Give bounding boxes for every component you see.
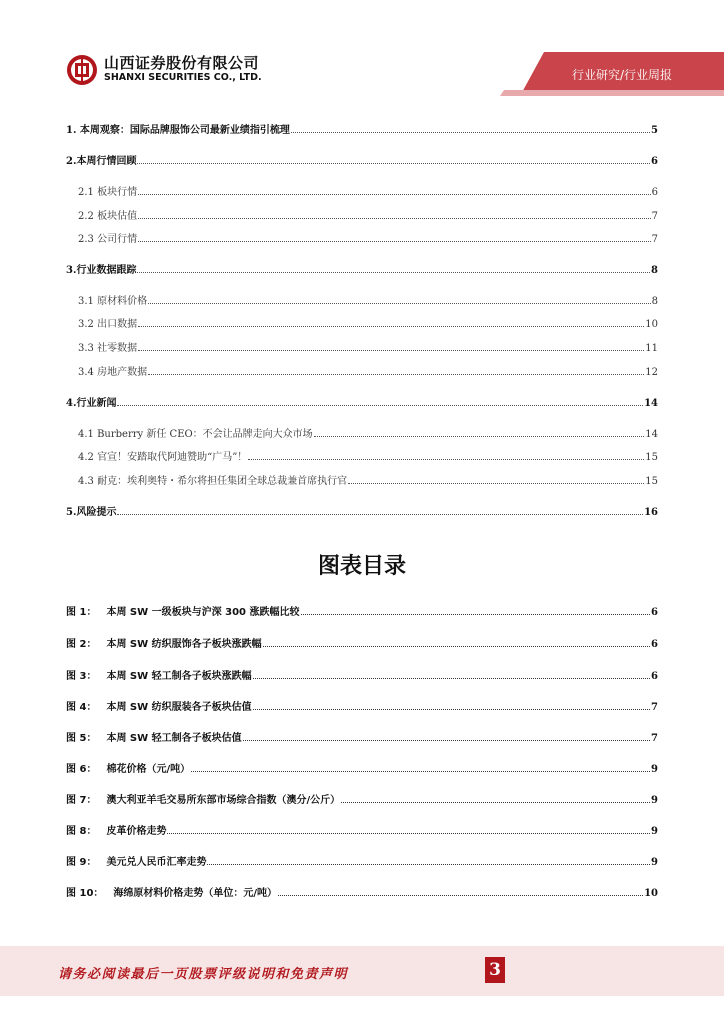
toc-leader-dots — [148, 365, 644, 375]
figure-label: 图 7： — [66, 795, 97, 806]
chart-list-entry[interactable] — [66, 637, 658, 652]
toc-entry-page: 16 — [644, 507, 658, 518]
figure-title: 本周 SW 纺织服饰各子板块涨跌幅 — [106, 639, 262, 650]
figure-title: 棉花价格（元/吨） — [106, 764, 191, 775]
toc-entry-title: 2.1 板块行情 — [78, 187, 138, 198]
toc-entry[interactable] — [78, 294, 658, 309]
figure-label: 图 10： — [66, 888, 104, 899]
toc-entry-title: 4.3 耐克：埃利奥特・希尔将担任集团全球总裁兼首席执行官 — [78, 476, 348, 487]
toc-entry-page: 15 — [645, 452, 658, 463]
toc-entry-page: 11 — [645, 343, 658, 354]
figure-label: 图 1： — [66, 607, 97, 618]
toc-entry-title: 2.本周行情回顾 — [66, 156, 137, 167]
toc-entry-page: 7 — [651, 234, 658, 245]
toc-entry-title: 5.风险提示 — [66, 507, 117, 518]
figure-label: 图 4： — [66, 702, 97, 713]
toc-entry[interactable] — [66, 263, 658, 278]
chart-list-entry[interactable] — [66, 793, 658, 808]
toc-leader-dots — [138, 317, 644, 327]
toc-entry-title: 4.2 官宣！安踏取代阿迪赞助“广马”！ — [78, 452, 248, 463]
toc-entry-page: 12 — [645, 367, 658, 378]
figure-title: 美元兑人民币汇率走势 — [106, 857, 207, 868]
toc-entry-title: 2.2 板块估值 — [78, 211, 138, 222]
toc-entry-page: 8 — [651, 265, 658, 276]
chart-list-entry[interactable] — [66, 886, 658, 901]
page-footer — [0, 946, 724, 996]
toc-entry[interactable] — [66, 123, 658, 138]
toc-entry[interactable] — [66, 505, 658, 520]
toc-leader-dots — [117, 396, 643, 406]
page-number: 3 — [485, 957, 505, 983]
toc-leader-dots — [314, 427, 645, 437]
toc-entry[interactable] — [78, 450, 658, 465]
figure-title: 澳大利亚羊毛交易所东部市场综合指数（澳分/公斤） — [106, 795, 341, 806]
chart-list-entry[interactable] — [66, 669, 658, 684]
figure-page: 10 — [644, 888, 658, 899]
chart-list-title: 图表目录 — [317, 554, 406, 579]
figure-leader-dots — [253, 669, 650, 679]
figure-leader-dots — [243, 731, 650, 741]
toc-leader-dots — [138, 341, 644, 351]
toc-entry-page: 6 — [651, 156, 658, 167]
toc-leader-dots — [138, 209, 651, 219]
toc-entry-title: 2.3 公司行情 — [78, 234, 138, 245]
figure-page: 9 — [651, 826, 658, 837]
toc-leader-dots — [291, 123, 650, 133]
figure-title: 本周 SW 纺织服装各子板块估值 — [106, 702, 252, 713]
chart-list-entry[interactable] — [66, 855, 658, 870]
report-type: 行业研究/行业周报 — [571, 68, 672, 82]
chart-list-entry[interactable] — [66, 700, 658, 715]
toc-leader-dots — [148, 294, 651, 304]
figure-page: 7 — [651, 702, 658, 713]
figure-page: 6 — [651, 639, 658, 650]
figure-label: 图 9： — [66, 857, 97, 868]
page-header — [0, 0, 724, 96]
toc-entry[interactable] — [78, 365, 658, 380]
figure-label: 图 6： — [66, 764, 97, 775]
figure-leader-dots — [341, 793, 650, 803]
figure-leader-dots — [253, 700, 650, 710]
toc-entry-page: 14 — [645, 429, 658, 440]
toc-entry-title: 1. 本周观察：国际品牌服饰公司最新业绩指引梳理 — [66, 125, 290, 136]
figure-label: 图 8： — [66, 826, 97, 837]
footer-disclaimer: 请务必阅读最后一页股票评级说明和免责声明 — [58, 967, 349, 982]
company-name-cn: 山西证券股份有限公司 — [104, 54, 260, 72]
figure-title: 本周 SW 一级板块与沪深 300 涨跌幅比较 — [106, 607, 300, 618]
toc-entry[interactable] — [78, 232, 658, 247]
toc-entry[interactable] — [78, 474, 658, 489]
toc-entry-page: 15 — [645, 476, 658, 487]
company-logo-icon — [66, 54, 98, 86]
figure-title: 本周 SW 轻工制各子板块估值 — [106, 733, 242, 744]
toc-entry-title: 3.行业数据跟踪 — [66, 265, 137, 276]
toc-leader-dots — [138, 232, 651, 242]
toc-entry-title: 4.1 Burberry 新任 CEO：不会让品牌走向大众市场 — [78, 429, 313, 440]
toc-entry-page: 10 — [645, 319, 658, 330]
company-name-en: SHANXI SECURITIES CO., LTD. — [104, 72, 262, 83]
figure-label: 图 5： — [66, 733, 97, 744]
figure-page: 9 — [651, 764, 658, 775]
figure-leader-dots — [278, 886, 643, 896]
toc-entry-page: 8 — [651, 296, 658, 307]
toc-entry[interactable] — [78, 317, 658, 332]
figure-leader-dots — [207, 855, 650, 865]
toc-entry-page: 14 — [644, 398, 658, 409]
figure-leader-dots — [263, 637, 650, 647]
toc-entry-page: 6 — [651, 187, 658, 198]
figure-page: 7 — [651, 733, 658, 744]
toc-leader-dots — [117, 505, 643, 515]
toc-entry-page: 5 — [651, 125, 658, 136]
figure-title: 海绵原材料价格走势（单位：元/吨） — [113, 888, 278, 899]
figure-leader-dots — [167, 824, 650, 834]
figure-title: 本周 SW 轻工制各子板块涨跌幅 — [106, 671, 252, 682]
chart-list-entry[interactable] — [66, 762, 658, 777]
toc-entry[interactable] — [78, 185, 658, 200]
toc-entry[interactable] — [66, 396, 658, 411]
toc-entry-title: 3.3 社零数据 — [78, 343, 138, 354]
figure-leader-dots — [301, 605, 651, 615]
chart-list-entry[interactable] — [66, 605, 658, 620]
toc-entry[interactable] — [78, 427, 658, 442]
toc-leader-dots — [348, 474, 644, 484]
toc-entry-page: 7 — [651, 211, 658, 222]
figure-page: 6 — [651, 671, 658, 682]
toc-entry[interactable] — [78, 209, 658, 224]
toc-leader-dots — [137, 263, 650, 273]
figure-page: 9 — [651, 795, 658, 806]
figure-page: 6 — [651, 607, 658, 618]
toc-entry-title: 4.行业新闻 — [66, 398, 117, 409]
toc-leader-dots — [137, 154, 650, 164]
toc-leader-dots — [248, 450, 644, 460]
toc-entry-title: 3.1 原材料价格 — [78, 296, 148, 307]
toc-entry-title: 3.4 房地产数据 — [78, 367, 148, 378]
figure-label: 图 2： — [66, 639, 97, 650]
figure-label: 图 3： — [66, 671, 97, 682]
toc-leader-dots — [138, 185, 651, 195]
figure-title: 皮革价格走势 — [106, 826, 167, 837]
toc-entry-title: 3.2 出口数据 — [78, 319, 138, 330]
chart-list-entry[interactable] — [66, 824, 658, 839]
figure-page: 9 — [651, 857, 658, 868]
chart-list-entry[interactable] — [66, 731, 658, 746]
toc-entry[interactable] — [78, 341, 658, 356]
figure-leader-dots — [191, 762, 650, 772]
toc-entry[interactable] — [66, 154, 658, 169]
